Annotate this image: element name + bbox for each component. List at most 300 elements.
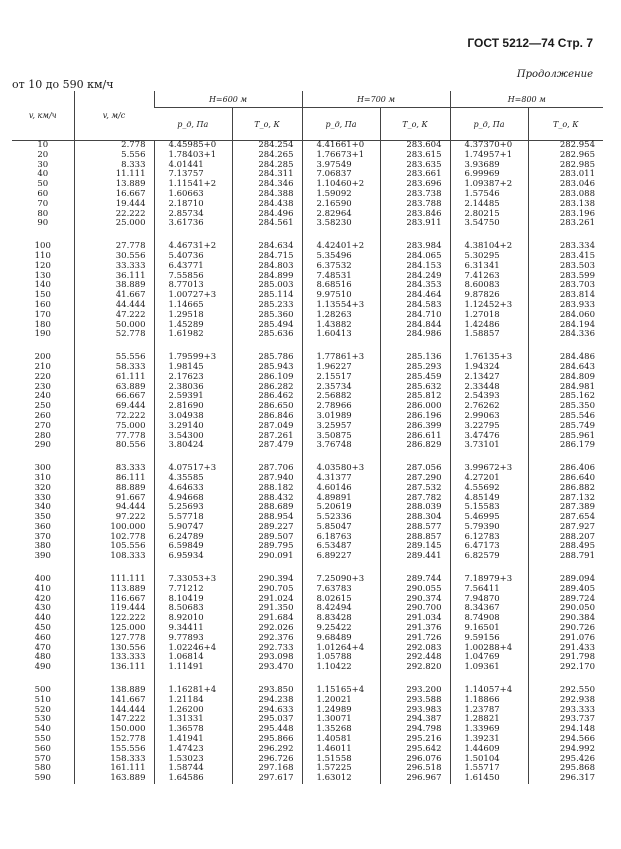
cell-v-kmh: 190 xyxy=(34,329,51,340)
cell-p-600: 1.21184 xyxy=(154,696,232,706)
cell-p-700: 4.60146 xyxy=(302,484,380,494)
cell-p-700: 1.46011 xyxy=(302,745,380,755)
cell-p-700: 1.10422 xyxy=(302,663,380,673)
cell-t-700: 286.000 xyxy=(380,402,450,412)
cell-p-700: 6.89227 xyxy=(302,552,380,562)
cell-p-600: 5.57718 xyxy=(154,513,232,523)
cell-t-600: 285.003 xyxy=(232,281,302,291)
cell-p-600: 9.77893 xyxy=(154,634,232,644)
cell-v-ms: 94.444 xyxy=(74,503,154,513)
cell-p-700: 2.35734 xyxy=(302,383,380,393)
cell-v-kmh: 290 xyxy=(34,440,51,451)
cell-p-800: 1.76135+3 xyxy=(450,353,528,363)
table-row xyxy=(12,373,603,383)
cell-p-800: 5.46995 xyxy=(450,513,528,523)
cell-t-700: 284.153 xyxy=(380,262,450,272)
cell-t-800: 288.791 xyxy=(528,552,603,562)
cell-t-600: 286.282 xyxy=(232,383,302,393)
cell-v-kmh: 420 xyxy=(34,593,51,604)
cell-p-600: 1.29518 xyxy=(154,311,232,321)
cell-v-ms: 100.000 xyxy=(74,523,154,533)
cell-p-800: 2.54393 xyxy=(450,392,528,402)
table-row xyxy=(12,663,603,673)
cell-v-kmh: 300 xyxy=(34,463,51,474)
cell-v-kmh: 40 xyxy=(37,169,49,180)
cell-t-700: 291.376 xyxy=(380,624,450,634)
cell-v-ms: 136.111 xyxy=(74,663,154,673)
cell-p-800: 6.12783 xyxy=(450,533,528,543)
cell-p-600: 1.60663 xyxy=(154,190,232,200)
table-row xyxy=(12,180,603,190)
cell-v-kmh: 550 xyxy=(34,734,51,745)
cell-p-700: 1.20021 xyxy=(302,696,380,706)
cell-t-700: 283.738 xyxy=(380,190,450,200)
cell-p-600: 1.31331 xyxy=(154,715,232,725)
cell-v-ms: 125.000 xyxy=(74,624,154,634)
cell-t-800: 285.162 xyxy=(528,392,603,402)
block-spacer xyxy=(12,673,603,686)
cell-t-700: 289.145 xyxy=(380,542,450,552)
cell-t-600: 284.496 xyxy=(232,210,302,220)
cell-p-800: 2.14485 xyxy=(450,200,528,210)
table-row xyxy=(12,513,603,523)
cell-v-kmh: 330 xyxy=(34,492,51,503)
cell-p-800: 5.79390 xyxy=(450,523,528,533)
cell-p-800: 1.57546 xyxy=(450,190,528,200)
table-row xyxy=(12,141,603,151)
cell-t-700: 283.604 xyxy=(380,141,450,151)
cell-t-600: 284.803 xyxy=(232,262,302,272)
cell-t-600: 285.943 xyxy=(232,363,302,373)
cell-t-700: 287.532 xyxy=(380,484,450,494)
cell-p-600: 3.61736 xyxy=(154,219,232,229)
cell-v-kmh: 380 xyxy=(34,541,51,552)
cell-t-800: 283.046 xyxy=(528,180,603,190)
cell-p-700: 2.56882 xyxy=(302,392,380,402)
cell-v-kmh: 360 xyxy=(34,521,51,532)
cell-v-ms: 108.333 xyxy=(74,552,154,562)
cell-p-600: 8.77013 xyxy=(154,281,232,291)
cell-t-700: 292.820 xyxy=(380,663,450,673)
cell-p-800: 6.82579 xyxy=(450,552,528,562)
cell-v-kmh: 180 xyxy=(34,319,51,330)
cell-p-800: 4.37370+0 xyxy=(450,141,528,151)
cell-t-700: 295.642 xyxy=(380,745,450,755)
table-row xyxy=(12,170,603,180)
block-spacer xyxy=(12,229,603,242)
cell-p-800: 6.31341 xyxy=(450,262,528,272)
cell-t-600: 289.795 xyxy=(232,542,302,552)
cell-t-700: 296.518 xyxy=(380,764,450,774)
cell-p-800: 1.27018 xyxy=(450,311,528,321)
table-row xyxy=(12,363,603,373)
cell-t-700: 287.782 xyxy=(380,494,450,504)
cell-v-kmh: 490 xyxy=(34,662,51,673)
cell-v-ms: 111.111 xyxy=(74,575,154,585)
cell-p-700: 1.63012 xyxy=(302,774,380,784)
cell-v-ms: 158.333 xyxy=(74,755,154,765)
cell-v-ms: 116.667 xyxy=(74,595,154,605)
cell-t-800: 285.350 xyxy=(528,402,603,412)
cell-t-600: 297.617 xyxy=(232,774,302,784)
cell-v-kmh: 410 xyxy=(34,583,51,594)
cell-t-600: 286.846 xyxy=(232,412,302,422)
cell-t-600: 285.636 xyxy=(232,330,302,340)
table-row xyxy=(12,614,603,624)
cell-t-800: 286.882 xyxy=(528,484,603,494)
cell-t-600: 291.684 xyxy=(232,614,302,624)
cell-t-600: 288.689 xyxy=(232,503,302,513)
cell-t-800: 284.060 xyxy=(528,311,603,321)
cell-p-600: 1.45289 xyxy=(154,321,232,331)
cell-v-kmh: 250 xyxy=(34,401,51,412)
cell-t-800: 283.261 xyxy=(528,219,603,229)
cell-v-kmh: 150 xyxy=(34,290,51,301)
cell-t-700: 285.459 xyxy=(380,373,450,383)
table-row xyxy=(12,542,603,552)
cell-t-700: 283.846 xyxy=(380,210,450,220)
cell-v-kmh: 350 xyxy=(34,512,51,523)
cell-p-700: 2.78966 xyxy=(302,402,380,412)
cell-t-800: 284.809 xyxy=(528,373,603,383)
cell-v-kmh: 310 xyxy=(34,472,51,483)
cell-p-600: 3.80424 xyxy=(154,441,232,451)
cell-v-ms: 130.556 xyxy=(74,644,154,654)
cell-v-ms: 25.000 xyxy=(74,219,154,229)
cell-p-600: 2.81690 xyxy=(154,402,232,412)
cell-p-700: 1.43882 xyxy=(302,321,380,331)
table-row xyxy=(12,353,603,363)
table-row xyxy=(12,725,603,735)
cell-p-800: 7.41263 xyxy=(450,272,528,282)
table-row xyxy=(12,595,603,605)
table-row xyxy=(12,474,603,484)
cell-p-700: 7.06837 xyxy=(302,170,380,180)
table-row xyxy=(12,291,603,301)
cell-t-600: 284.265 xyxy=(232,151,302,161)
cell-t-700: 283.696 xyxy=(380,180,450,190)
cell-v-ms: 13.889 xyxy=(74,180,154,190)
cell-t-700: 293.588 xyxy=(380,696,450,706)
col-header-v-kmh: v, км/ч xyxy=(12,91,74,141)
cell-t-800: 287.654 xyxy=(528,513,603,523)
cell-t-700: 286.196 xyxy=(380,412,450,422)
cell-p-700: 1.13554+3 xyxy=(302,301,380,311)
cell-p-600: 1.53023 xyxy=(154,755,232,765)
cell-p-600: 7.13757 xyxy=(154,170,232,180)
cell-t-600: 285.114 xyxy=(232,291,302,301)
cell-t-600: 287.479 xyxy=(232,441,302,451)
block-spacer xyxy=(12,451,603,464)
cell-t-600: 286.650 xyxy=(232,402,302,412)
cell-v-ms: 122.222 xyxy=(74,614,154,624)
cell-v-ms: 5.556 xyxy=(74,151,154,161)
cell-t-700: 292.448 xyxy=(380,653,450,663)
cell-v-ms: 63.889 xyxy=(74,383,154,393)
cell-t-700: 293.200 xyxy=(380,686,450,696)
cell-p-600: 3.04938 xyxy=(154,412,232,422)
cell-t-700: 286.399 xyxy=(380,422,450,432)
cell-t-800: 289.724 xyxy=(528,595,603,605)
cell-v-ms: 22.222 xyxy=(74,210,154,220)
speed-range-label: от 10 до 590 км/ч xyxy=(12,78,114,91)
cell-p-600: 1.14665 xyxy=(154,301,232,311)
cell-p-700: 9.25422 xyxy=(302,624,380,634)
cell-p-800: 1.44609 xyxy=(450,745,528,755)
cell-p-600: 4.46731+2 xyxy=(154,242,232,252)
cell-t-700: 285.136 xyxy=(380,353,450,363)
cell-p-700: 6.18763 xyxy=(302,533,380,543)
cell-p-800: 8.34367 xyxy=(450,604,528,614)
cell-p-600: 1.02246+4 xyxy=(154,644,232,654)
cell-p-700: 2.15517 xyxy=(302,373,380,383)
cell-t-600: 290.394 xyxy=(232,575,302,585)
cell-p-800: 3.73101 xyxy=(450,441,528,451)
cell-v-kmh: 50 xyxy=(37,179,49,190)
cell-v-kmh: 580 xyxy=(34,763,51,774)
col-header-p-700: p_д, Па xyxy=(302,108,380,141)
cell-t-700: 288.577 xyxy=(380,523,450,533)
table-row xyxy=(12,634,603,644)
cell-t-600: 285.494 xyxy=(232,321,302,331)
cell-t-800: 283.599 xyxy=(528,272,603,282)
group-header-h600: H=600 м xyxy=(154,91,302,108)
cell-p-600: 1.61982 xyxy=(154,330,232,340)
table-row xyxy=(12,301,603,311)
cell-t-800: 291.798 xyxy=(528,653,603,663)
cell-p-800: 4.38104+2 xyxy=(450,242,528,252)
cell-v-ms: 61.111 xyxy=(74,373,154,383)
cell-t-600: 284.285 xyxy=(232,161,302,171)
group-header-h800: H=800 м xyxy=(450,91,603,108)
cell-t-600: 284.438 xyxy=(232,200,302,210)
cell-t-600: 284.634 xyxy=(232,242,302,252)
cell-v-ms: 88.889 xyxy=(74,484,154,494)
cell-p-600: 6.43771 xyxy=(154,262,232,272)
cell-p-600: 4.07517+3 xyxy=(154,464,232,474)
cell-p-700: 1.24989 xyxy=(302,706,380,716)
cell-p-700: 4.42401+2 xyxy=(302,242,380,252)
cell-t-600: 293.470 xyxy=(232,663,302,673)
cell-t-600: 285.233 xyxy=(232,301,302,311)
cell-p-700: 8.83428 xyxy=(302,614,380,624)
cell-v-kmh: 560 xyxy=(34,743,51,754)
cell-p-800: 1.28821 xyxy=(450,715,528,725)
cell-t-700: 293.983 xyxy=(380,706,450,716)
cell-v-ms: 38.889 xyxy=(74,281,154,291)
cell-t-700: 287.290 xyxy=(380,474,450,484)
cell-v-kmh: 340 xyxy=(34,502,51,513)
cell-v-ms: 77.778 xyxy=(74,432,154,442)
cell-p-800: 2.99063 xyxy=(450,412,528,422)
cell-t-600: 293.850 xyxy=(232,686,302,696)
cell-t-600: 290.705 xyxy=(232,585,302,595)
cell-t-700: 284.844 xyxy=(380,321,450,331)
table-row xyxy=(12,575,603,585)
table-row xyxy=(12,484,603,494)
cell-p-600: 6.95934 xyxy=(154,552,232,562)
cell-t-800: 285.546 xyxy=(528,412,603,422)
table-row xyxy=(12,533,603,543)
cell-p-800: 1.74957+1 xyxy=(450,151,528,161)
cell-p-600: 1.58744 xyxy=(154,764,232,774)
cell-p-700: 4.89891 xyxy=(302,494,380,504)
cell-p-800: 4.55692 xyxy=(450,484,528,494)
cell-t-800: 288.207 xyxy=(528,533,603,543)
cell-p-600: 5.90747 xyxy=(154,523,232,533)
cell-p-800: 7.18979+3 xyxy=(450,575,528,585)
cell-p-600: 7.71212 xyxy=(154,585,232,595)
cell-p-800: 1.09361 xyxy=(450,663,528,673)
cell-p-800: 1.12452+3 xyxy=(450,301,528,311)
table-row xyxy=(12,161,603,171)
cell-v-kmh: 80 xyxy=(37,208,49,219)
table-body xyxy=(12,141,603,785)
cell-v-ms: 127.778 xyxy=(74,634,154,644)
cell-v-kmh: 140 xyxy=(34,280,51,291)
cell-p-700: 1.76673+1 xyxy=(302,151,380,161)
cell-t-700: 292.083 xyxy=(380,644,450,654)
cell-v-ms: 33.333 xyxy=(74,262,154,272)
cell-p-700: 7.48531 xyxy=(302,272,380,282)
cell-t-600: 294.633 xyxy=(232,706,302,716)
cell-p-800: 5.15583 xyxy=(450,503,528,513)
cell-p-600: 1.47423 xyxy=(154,745,232,755)
cell-t-600: 288.954 xyxy=(232,513,302,523)
group-header-h700: H=700 м xyxy=(302,91,450,108)
cell-p-600: 2.18710 xyxy=(154,200,232,210)
cell-t-800: 282.965 xyxy=(528,151,603,161)
cell-p-700: 3.76748 xyxy=(302,441,380,451)
table-row xyxy=(12,311,603,321)
cell-p-600: 4.45985+0 xyxy=(154,141,232,151)
table-row xyxy=(12,653,603,663)
cell-t-800: 290.050 xyxy=(528,604,603,614)
cell-p-600: 1.98145 xyxy=(154,363,232,373)
cell-p-600: 5.40736 xyxy=(154,252,232,262)
cell-t-700: 284.464 xyxy=(380,291,450,301)
cell-v-kmh: 120 xyxy=(34,260,51,271)
cell-p-800: 3.93689 xyxy=(450,161,528,171)
cell-p-700: 9.68489 xyxy=(302,634,380,644)
cell-p-700: 1.15165+4 xyxy=(302,686,380,696)
table-row xyxy=(12,441,603,451)
cell-v-kmh: 460 xyxy=(34,632,51,643)
cell-p-600: 1.00727+3 xyxy=(154,291,232,301)
cell-t-600: 289.507 xyxy=(232,533,302,543)
cell-v-ms: 16.667 xyxy=(74,190,154,200)
cell-t-700: 286.829 xyxy=(380,441,450,451)
cell-t-700: 283.984 xyxy=(380,242,450,252)
table-row xyxy=(12,432,603,442)
cell-t-700: 294.387 xyxy=(380,715,450,725)
cell-v-kmh: 510 xyxy=(34,694,51,705)
cell-p-700: 2.82964 xyxy=(302,210,380,220)
cell-t-800: 283.503 xyxy=(528,262,603,272)
cell-t-800: 282.985 xyxy=(528,161,603,171)
cell-p-700: 3.50875 xyxy=(302,432,380,442)
cell-v-ms: 41.667 xyxy=(74,291,154,301)
cell-t-600: 292.376 xyxy=(232,634,302,644)
cell-t-700: 288.304 xyxy=(380,513,450,523)
cell-t-700: 283.661 xyxy=(380,170,450,180)
cell-p-700: 7.25090+3 xyxy=(302,575,380,585)
table-row xyxy=(12,624,603,634)
cell-v-ms: 27.778 xyxy=(74,242,154,252)
cell-p-700: 1.28263 xyxy=(302,311,380,321)
cell-p-700: 3.25957 xyxy=(302,422,380,432)
cell-p-700: 8.42494 xyxy=(302,604,380,614)
cell-v-kmh: 400 xyxy=(34,574,51,585)
cell-t-600: 287.261 xyxy=(232,432,302,442)
cell-t-800: 282.954 xyxy=(528,141,603,151)
table-row xyxy=(12,774,603,784)
table-row xyxy=(12,151,603,161)
cell-p-800: 2.13427 xyxy=(450,373,528,383)
cell-p-800: 1.55717 xyxy=(450,764,528,774)
cell-t-600: 287.706 xyxy=(232,464,302,474)
cell-p-700: 1.40581 xyxy=(302,735,380,745)
cell-p-700: 8.68516 xyxy=(302,281,380,291)
cell-p-700: 1.59092 xyxy=(302,190,380,200)
cell-t-800: 284.643 xyxy=(528,363,603,373)
cell-t-600: 295.037 xyxy=(232,715,302,725)
table-row xyxy=(12,412,603,422)
cell-v-kmh: 270 xyxy=(34,420,51,431)
cell-t-800: 287.927 xyxy=(528,523,603,533)
cell-p-700: 1.96227 xyxy=(302,363,380,373)
cell-v-kmh: 100 xyxy=(34,241,51,252)
cell-t-600: 296.292 xyxy=(232,745,302,755)
cell-p-800: 7.94870 xyxy=(450,595,528,605)
cell-v-ms: 19.444 xyxy=(74,200,154,210)
cell-p-800: 1.50104 xyxy=(450,755,528,765)
cell-t-600: 291.350 xyxy=(232,604,302,614)
col-header-t-600: T_о, К xyxy=(232,108,302,141)
cell-t-600: 284.311 xyxy=(232,170,302,180)
cell-v-kmh: 240 xyxy=(34,391,51,402)
cell-p-700: 9.97510 xyxy=(302,291,380,301)
cell-t-800: 292.938 xyxy=(528,696,603,706)
cell-p-600: 4.35585 xyxy=(154,474,232,484)
table-row xyxy=(12,422,603,432)
cell-t-700: 286.611 xyxy=(380,432,450,442)
cell-p-600: 2.59391 xyxy=(154,392,232,402)
cell-v-ms: 2.778 xyxy=(74,141,154,151)
cell-p-800: 3.47476 xyxy=(450,432,528,442)
cell-p-700: 4.41661+0 xyxy=(302,141,380,151)
cell-p-700: 5.35496 xyxy=(302,252,380,262)
cell-t-800: 284.194 xyxy=(528,321,603,331)
cell-p-800: 1.61450 xyxy=(450,774,528,784)
cell-v-kmh: 30 xyxy=(37,159,49,170)
cell-v-kmh: 10 xyxy=(37,140,49,150)
cell-t-800: 296.317 xyxy=(528,774,603,784)
cell-t-700: 294.798 xyxy=(380,725,450,735)
cell-v-ms: 102.778 xyxy=(74,533,154,543)
cell-v-ms: 58.333 xyxy=(74,363,154,373)
table-row xyxy=(12,552,603,562)
cell-p-700: 8.02615 xyxy=(302,595,380,605)
cell-p-700: 5.52336 xyxy=(302,513,380,523)
cell-t-800: 292.170 xyxy=(528,663,603,673)
cell-t-600: 292.026 xyxy=(232,624,302,634)
cell-p-800: 1.00288+4 xyxy=(450,644,528,654)
cell-t-800: 285.749 xyxy=(528,422,603,432)
cell-t-600: 294.238 xyxy=(232,696,302,706)
cell-v-ms: 30.556 xyxy=(74,252,154,262)
cell-p-600: 6.59849 xyxy=(154,542,232,552)
